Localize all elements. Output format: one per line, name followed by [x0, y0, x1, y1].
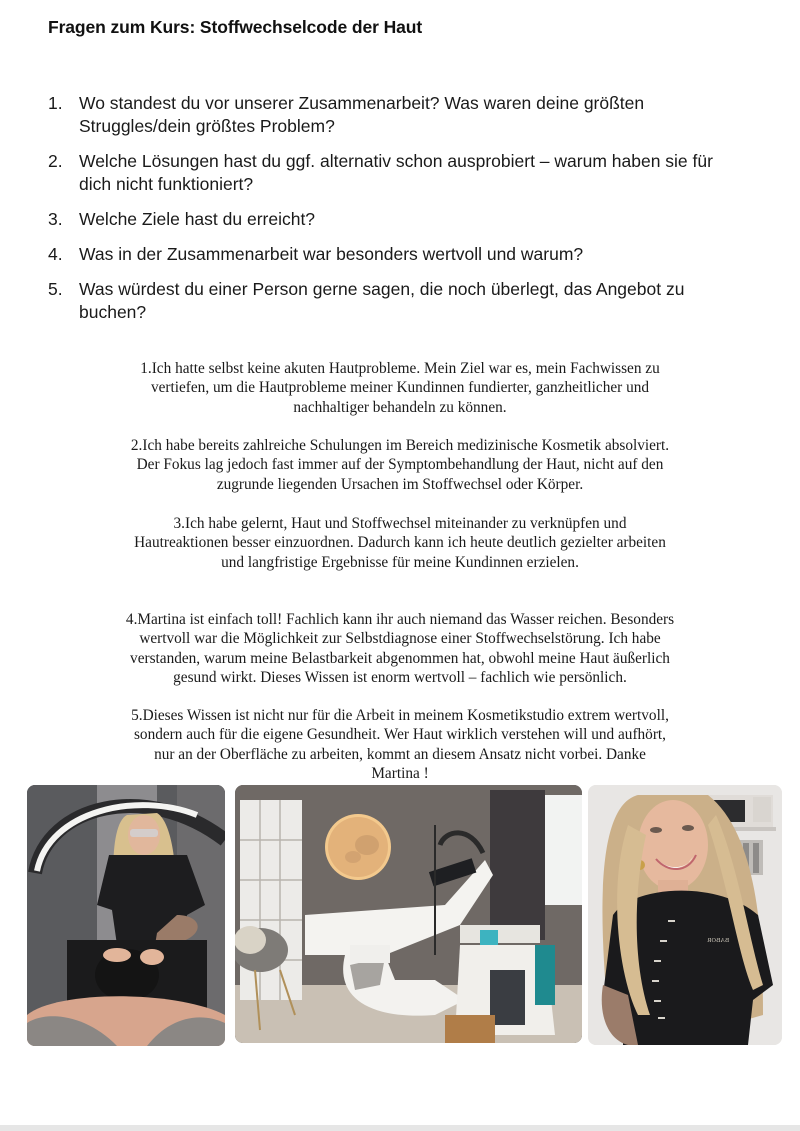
question-text: [79, 208, 788, 231]
document-title: Fragen zum Kurs: Stoffwechselcode der Haut: [48, 17, 423, 37]
answer-1: [80, 359, 720, 417]
question-line: Was würdest du einer Person gerne sagen, die noch überlegt, das Angebot zu: [79, 279, 685, 299]
answer-line: 4.Martina ist einfach toll! Fachlich kann ihr auch niemand das Wasser reichen. Besonders: [125, 611, 675, 628]
answer-line: zugrunde liegenden Ursachen im Stoffwechsel oder Körper.: [216, 475, 584, 493]
answer-line: verstanden, warum meine Belastbarkeit abgenommen hat, obwohl meine Haut äußerlich: [130, 649, 670, 667]
answer-line: 1.Ich hatte selbst keine akuten Hautprobleme. Mein Ziel war es, mein Fachwissen zu: [140, 360, 660, 377]
answer-line: und langfristige Ergebnisse für meine Kundinnen erzielen.: [221, 553, 579, 571]
answer-line: 5.Dieses Wissen ist nicht nur für die Arbeit in meinem Kosmetikstudio extrem wertvoll,: [131, 707, 669, 724]
room-photo-illustration: [235, 785, 582, 1043]
question-item: [48, 243, 788, 266]
question-line: buchen?: [79, 302, 147, 322]
question-line: Was in der Zusammenarbeit war besonders wertvoll und warum?: [79, 244, 584, 264]
treatment-room-photo: [235, 785, 582, 1043]
question-line: Wo standest du vor unserer Zusammenarbeit? Was waren deine größten: [79, 93, 645, 113]
question-number: 2.: [48, 151, 63, 171]
answer-line: sondern auch für die eigene Gesundheit. Wer Haut wirklich verstehen will und aufhört,: [133, 726, 666, 744]
answer-line: vertiefen, um die Hautprobleme meiner Kundinnen fundierter, ganzheitlicher und: [150, 379, 650, 397]
question-item: [48, 150, 788, 196]
answer-4: [80, 610, 720, 687]
question-list: [48, 92, 788, 336]
shirt-logo-text: BABOR: [707, 938, 730, 944]
question-number: 1.: [48, 93, 63, 113]
answer-line: gesund wirkt. Dieses Wissen ist enorm wertvoll – fachlich wie persönlich.: [173, 668, 627, 686]
answer-5: [80, 706, 720, 783]
question-line: Welche Lösungen hast du ggf. alternativ schon ausprobiert – warum haben sie für: [79, 151, 713, 171]
beautician-treatment-photo: [27, 785, 225, 1046]
page-bottom-band: [0, 1125, 800, 1131]
question-text: [79, 92, 788, 138]
question-line: dich nicht funktioniert?: [79, 174, 254, 194]
question-item: [48, 92, 788, 138]
answer-line: Der Fokus lag jedoch fast immer auf der Symptombehandlung der Haut, nicht auf den: [136, 456, 664, 474]
question-text: [79, 243, 788, 266]
answer-3: [80, 514, 720, 572]
question-item: [48, 278, 788, 324]
question-text: [79, 150, 788, 196]
answer-line: 3.Ich habe gelernt, Haut und Stoffwechsel miteinander zu verknüpfen und: [173, 515, 627, 532]
question-number: 4.: [48, 244, 63, 264]
question-item: [48, 208, 788, 231]
answer-line: nachhaltiger behandeln zu können.: [293, 398, 507, 416]
question-number: 3.: [48, 209, 63, 229]
beautician-portrait-photo: [588, 785, 782, 1045]
answer-2: [80, 436, 720, 494]
question-line: Welche Ziele hast du erreicht?: [79, 209, 316, 229]
question-line: Struggles/dein größtes Problem?: [79, 116, 335, 136]
answer-line: Martina !: [371, 764, 429, 782]
question-text: [79, 278, 788, 324]
answer-line: Hautreaktionen besser einzuordnen. Dadurch kann ich heute deutlich gezielter arbeiten: [134, 534, 666, 552]
treatment-photo-illustration: [27, 785, 225, 1046]
answer-line: wertvoll war die Möglichkeit zur Selbstdiagnose einer Stoffwechselstörung. Ich habe: [139, 630, 661, 648]
answer-line: nur an der Oberfläche zu arbeiten, kommt an diesem Ansatz nicht vorbei. Danke: [154, 745, 646, 763]
portrait-photo-illustration: [588, 785, 782, 1045]
question-number: 5.: [48, 279, 63, 299]
answer-line: 2.Ich habe bereits zahlreiche Schulungen im Bereich medizinische Kosmetik absolviert.: [130, 437, 670, 454]
